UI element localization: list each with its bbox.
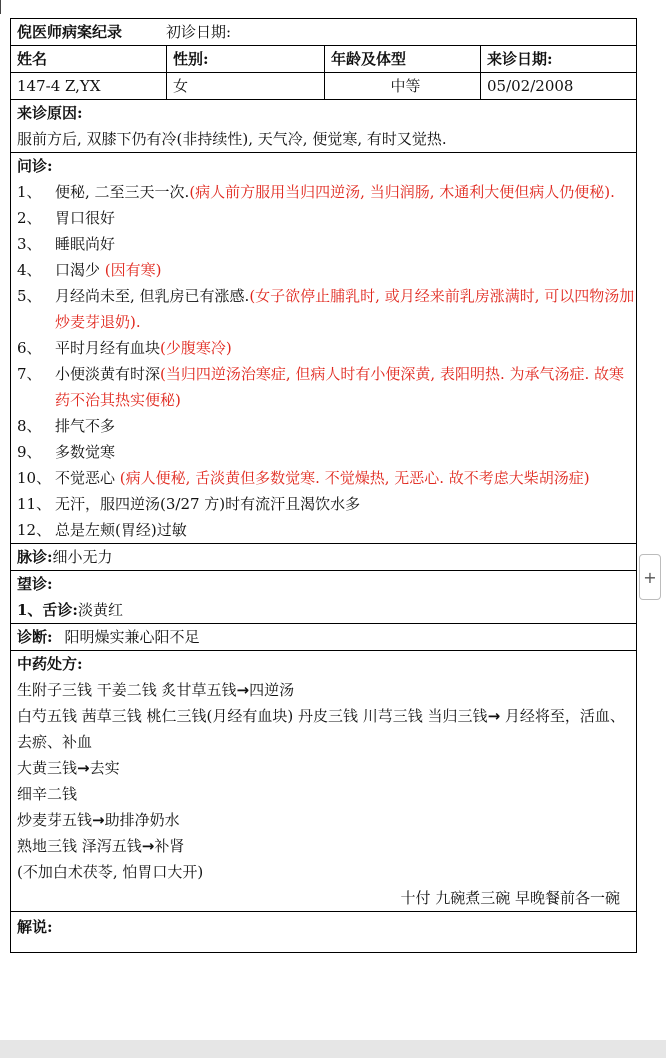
prescription-line — [17, 833, 636, 859]
inquiry-item — [17, 257, 636, 283]
tongue-value: 淡黄红 — [77, 601, 123, 619]
item-number: 11、 — [17, 495, 52, 513]
item-note: (少腹寒冷) — [160, 339, 232, 357]
dosage-instructions: 十付 九碗煮三碗 早晚餐前各一碗 — [400, 889, 621, 907]
case-record-table — [10, 18, 637, 953]
info-value-row — [11, 73, 637, 100]
item-note: (当归四逆汤治寒症, 但病人时有小便深黄, 表阳明热. 为承气汤症. 故寒药不治其热实便秘) — [55, 365, 625, 409]
item-text: 无汗，服四逆汤(3/27 方)时有流汗且渴饮水多 — [55, 495, 361, 513]
inquiry-item — [17, 491, 636, 517]
prescription-line — [17, 859, 636, 885]
effect: 去实 — [89, 759, 120, 777]
observation-row — [11, 571, 637, 624]
pulse-label: 脉诊: — [17, 548, 53, 566]
item-note: (病人便秘, 舌淡黄但多数觉寒. 不觉燥热, 无恶心. 故不考虑大柴胡汤症) — [119, 469, 590, 487]
item-text: 便秘, 二至三天一次. — [55, 183, 190, 201]
reason-row — [11, 100, 637, 153]
item-number: 4、 — [17, 261, 42, 279]
herbs: 炒麦芽五钱 — [17, 811, 93, 829]
observation-label: 望诊: — [17, 575, 53, 593]
item-number: 10、 — [17, 469, 52, 487]
prescription-line — [17, 755, 636, 781]
inquiry-item — [17, 335, 636, 361]
prescription-line — [17, 677, 636, 703]
effect: 四逆汤 — [249, 681, 295, 699]
item-text: 睡眠尚好 — [55, 235, 116, 253]
item-number: 2、 — [17, 209, 42, 227]
prescription-line — [17, 807, 636, 833]
prescription-line — [17, 781, 636, 807]
item-note: (病人前方服用当归四逆汤, 当归润肠, 木通利大便但病人仍便秘). — [189, 183, 615, 201]
inquiry-item — [17, 179, 636, 205]
gender-value: 女 — [167, 73, 325, 100]
item-text: 口渴少 — [55, 261, 105, 279]
bottom-scroll-area — [0, 1040, 666, 1058]
inquiry-item — [17, 205, 636, 231]
reason-label: 来诊原因: — [17, 104, 83, 122]
pulse-row — [11, 544, 637, 571]
item-number: 1、 — [17, 183, 42, 201]
herbs: 白芍五钱 茜草三钱 桃仁三钱(月经有血块) 丹皮三钱 川芎三钱 当归三钱 — [17, 707, 488, 725]
item-number: 6、 — [17, 339, 42, 357]
herbs: (不加白术茯苓, 怕胃口大开) — [17, 863, 204, 881]
diagnosis-row — [11, 624, 637, 651]
pulse-value: 细小无力 — [52, 548, 113, 566]
inquiry-item — [17, 413, 636, 439]
prescription-row — [11, 651, 637, 912]
title-row — [11, 19, 637, 46]
item-number: 9、 — [17, 443, 42, 461]
item-number: 7、 — [17, 365, 42, 383]
item-text: 月经尚未至, 但乳房已有涨感. — [55, 287, 250, 305]
arrow-right-icon: → — [92, 811, 105, 829]
herbs: 细辛二钱 — [17, 785, 78, 803]
herbs: 熟地三钱 泽泻五钱 — [17, 837, 142, 855]
inquiry-item — [17, 465, 636, 491]
text-cursor-icon — [0, 0, 8, 14]
age-label: 年龄及体型 — [325, 46, 481, 73]
name-label: 姓名 — [11, 46, 167, 73]
explanation-label: 解说: — [17, 918, 53, 936]
effect: 补肾 — [154, 837, 185, 855]
inquiry-item — [17, 283, 636, 335]
effect: 月经将至，活血、去瘀、补血 — [17, 707, 625, 751]
item-text: 总是左颊(胃经)过敏 — [55, 521, 187, 539]
item-number: 8、 — [17, 417, 42, 435]
item-text: 小便淡黄有时深 — [55, 365, 161, 383]
inquiry-row — [11, 153, 637, 544]
herbs: 生附子三钱 干姜二钱 炙甘草五钱 — [17, 681, 237, 699]
prescription-label: 中药处方: — [17, 655, 83, 673]
gender-label: 性别: — [167, 46, 325, 73]
diagnosis-value: 阳明燥实兼心阳不足 — [64, 628, 200, 646]
item-note: (女子欲停止脯乳时, 或月经来前乳房涨满时, 可以四物汤加炒麦芽退奶). — [55, 287, 635, 331]
add-button[interactable]: + — [639, 554, 661, 600]
doc-title: 倪医师病案纪录 — [17, 23, 123, 41]
inquiry-label: 问诊: — [17, 157, 53, 175]
item-note: (因有寒) — [104, 261, 162, 279]
arrow-right-icon: → — [77, 759, 90, 777]
visit-date-label: 来诊日期: — [481, 46, 637, 73]
effect: 助排净奶水 — [104, 811, 180, 829]
diagnosis-label: 诊断: — [17, 628, 53, 646]
item-number: 3、 — [17, 235, 42, 253]
arrow-right-icon: → — [141, 837, 155, 855]
name-value: 147-4 Z,YX — [11, 73, 167, 100]
item-number: 5、 — [17, 287, 42, 305]
item-text: 胃口很好 — [55, 209, 116, 227]
inquiry-item — [17, 439, 636, 465]
item-text: 多数觉寒 — [55, 443, 116, 461]
item-text: 平时月经有血块 — [55, 339, 161, 357]
herbs: 大黄三钱 — [17, 759, 78, 777]
item-number: 12、 — [17, 521, 52, 539]
tongue-label: 1、舌诊: — [17, 601, 78, 619]
arrow-right-icon: → — [487, 707, 501, 725]
info-header-row — [11, 46, 637, 73]
inquiry-item — [17, 361, 636, 413]
item-text: 排气不多 — [55, 417, 116, 435]
arrow-right-icon: → — [236, 681, 250, 699]
item-text: 不觉恶心 — [55, 469, 120, 487]
reason-text: 服前方后, 双膝下仍有冷(非持续性), 天气冷, 便觉寒, 有时又觉热. — [17, 130, 447, 148]
visit-date-value: 05/02/2008 — [481, 73, 637, 100]
age-value: 中等 — [325, 73, 481, 100]
prescription-line — [17, 703, 636, 755]
explanation-row — [11, 912, 637, 953]
inquiry-item — [17, 231, 636, 257]
inquiry-item — [17, 517, 636, 543]
first-visit-label: 初诊日期: — [166, 23, 232, 41]
